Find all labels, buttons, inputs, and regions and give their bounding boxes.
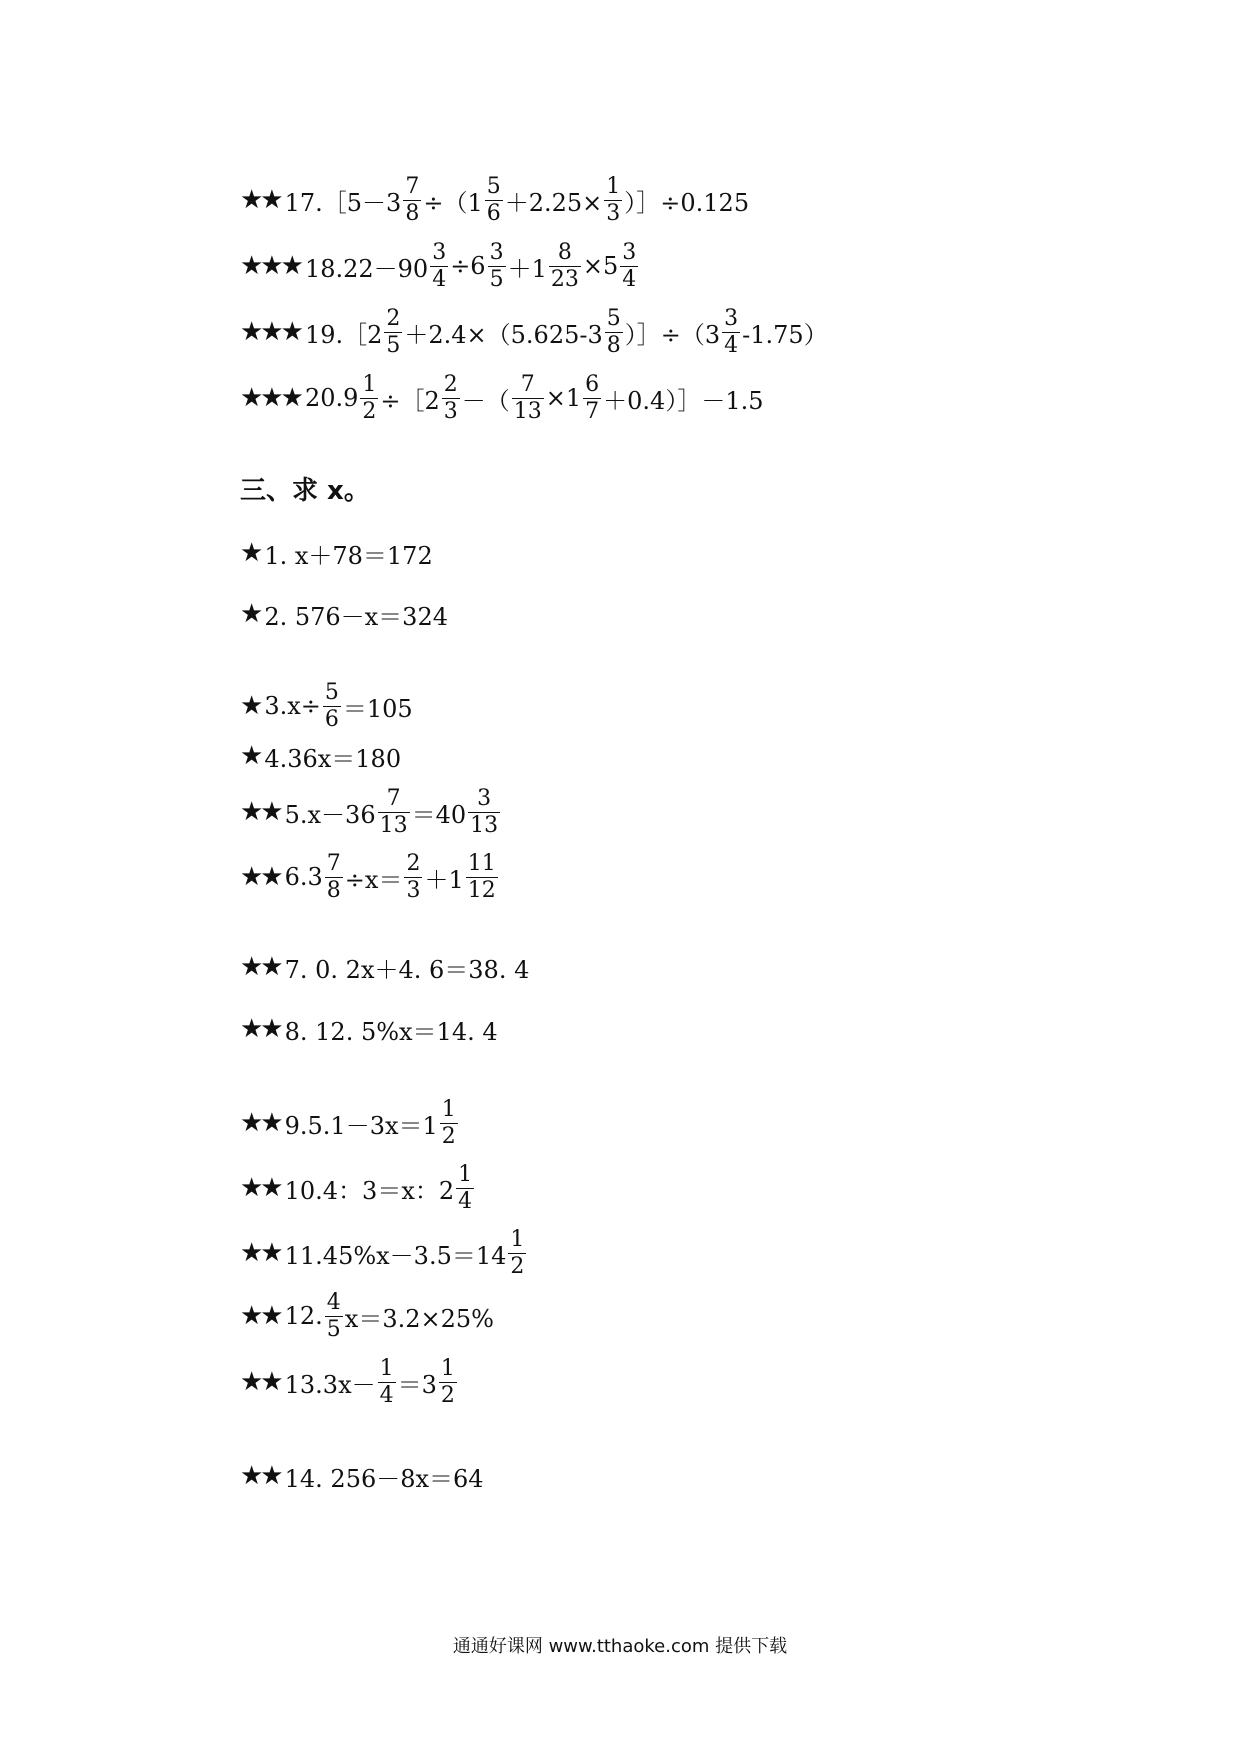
difficulty-stars: ★★ [240, 1173, 281, 1203]
fraction: $\frac{5}{8}$ [606, 306, 621, 358]
fraction: $\frac{2}{5}$ [386, 306, 401, 358]
difficulty-stars: ★★ [240, 1014, 281, 1044]
equation-11: ★★ 11.45%x－3.5＝14 $\frac{1}{2}$ [240, 1227, 525, 1279]
fraction: $\frac{7}{8}$ [326, 851, 341, 903]
fraction: $\frac{7}{13}$ [513, 372, 542, 424]
fraction: $\frac{2}{3}$ [406, 851, 421, 903]
fraction: $\frac{1}{3}$ [606, 174, 621, 226]
fraction: $\frac{1}{4}$ [458, 1162, 473, 1214]
fraction: $\frac{3}{5}$ [489, 240, 504, 292]
problem-17: ★★ 17.［5－3 $\frac{7}{8}$ ÷（1 $\frac{5}{6}$ ＋2.25× $\frac{1}{3}$ ）］÷0.125 [240, 174, 750, 226]
difficulty-stars: ★ [240, 741, 261, 771]
fraction: $\frac{11}{12}$ [467, 851, 496, 903]
difficulty-stars: ★★ [240, 952, 281, 982]
fraction: $\frac{7}{13}$ [379, 786, 408, 838]
difficulty-stars: ★★ [240, 1238, 281, 1268]
problem-19: ★★★ 19.［2 $\frac{2}{5}$ ＋2.4×（5.625-3 $\frac{5}{8}$ ）］÷（3 $\frac{3}{4}$ -1.75） [240, 306, 828, 358]
difficulty-stars: ★★ [240, 862, 281, 892]
equation-1: ★ 1. x＋78＝172 [240, 538, 433, 570]
equation-4: ★ 4.36x＝180 [240, 741, 402, 773]
difficulty-stars: ★★ [240, 1461, 281, 1491]
fraction: $\frac{3}{13}$ [470, 786, 499, 838]
equation-3: ★ 3.x÷ $\frac{5}{6}$ ＝105 [240, 680, 413, 732]
fraction: $\frac{1}{2}$ [441, 1097, 456, 1149]
fraction: $\frac{1}{2}$ [362, 372, 377, 424]
difficulty-stars: ★★ [240, 185, 281, 215]
difficulty-stars: ★ [240, 691, 261, 721]
fraction: $\frac{3}{4}$ [724, 306, 739, 358]
equation-2: ★ 2. 576－x＝324 [240, 599, 448, 631]
problem-20: ★★★ 20.9 $\frac{1}{2}$ ÷［2 $\frac{2}{3}$ －（ $\frac{7}{13}$ ×1 $\frac{6}{7}$ ＋0.4）］－1.5 [240, 372, 764, 424]
fraction: $\frac{7}{8}$ [405, 174, 420, 226]
fraction: $\frac{4}{5}$ [326, 1290, 341, 1342]
equation-5: ★★ 5.x－36 $\frac{7}{13}$ ＝40 $\frac{3}{13}$ [240, 786, 499, 838]
equation-8: ★★ 8. 12. 5%x＝14. 4 [240, 1014, 498, 1046]
fraction: $\frac{5}{6}$ [324, 680, 339, 732]
equation-7: ★★ 7. 0. 2x＋4. 6＝38. 4 [240, 952, 530, 984]
equation-12: ★★ 12. $\frac{4}{5}$ x＝3.2×25% [240, 1290, 494, 1342]
difficulty-stars: ★ [240, 538, 261, 568]
difficulty-stars: ★★★ [240, 317, 301, 347]
equation-14: ★★ 14. 256－8x＝64 [240, 1461, 484, 1493]
fraction: $\frac{6}{7}$ [585, 372, 600, 424]
equation-10: ★★ 10.4：3＝x：2 $\frac{1}{4}$ [240, 1162, 473, 1214]
equation-9: ★★ 9.5.1－3x＝1 $\frac{1}{2}$ [240, 1097, 456, 1149]
difficulty-stars: ★★ [240, 1108, 281, 1138]
difficulty-stars: ★★★ [240, 383, 301, 413]
fraction: $\frac{2}{3}$ [443, 372, 458, 424]
difficulty-stars: ★★ [240, 1367, 281, 1397]
fraction: $\frac{3}{4}$ [622, 240, 637, 292]
fraction: $\frac{1}{2}$ [440, 1356, 455, 1408]
fraction: $\frac{1}{2}$ [510, 1227, 525, 1279]
problem-18: ★★★ 18.22－90 $\frac{3}{4}$ ÷6 $\frac{3}{5}$ ＋1 $\frac{8}{23}$ ×5 $\frac{3}{4}$ [240, 240, 637, 292]
difficulty-stars: ★ [240, 599, 261, 629]
difficulty-stars: ★★ [240, 797, 281, 827]
difficulty-stars: ★★★ [240, 251, 301, 281]
equation-13: ★★ 13.3x－ $\frac{1}{4}$ ＝3 $\frac{1}{2}$ [240, 1356, 455, 1408]
fraction: $\frac{8}{23}$ [550, 240, 579, 292]
fraction: $\frac{3}{4}$ [432, 240, 447, 292]
fraction: $\frac{5}{6}$ [486, 174, 501, 226]
footer-credit: 通通好课网 www.tthaoke.com 提供下载 [452, 1636, 788, 1657]
difficulty-stars: ★★ [240, 1301, 281, 1331]
fraction: $\frac{1}{4}$ [379, 1356, 394, 1408]
section-heading: 三、求 x。 [240, 476, 370, 506]
equation-6: ★★ 6.3 $\frac{7}{8}$ ÷x＝ $\frac{2}{3}$ ＋1 $\frac{11}{12}$ [240, 851, 496, 903]
